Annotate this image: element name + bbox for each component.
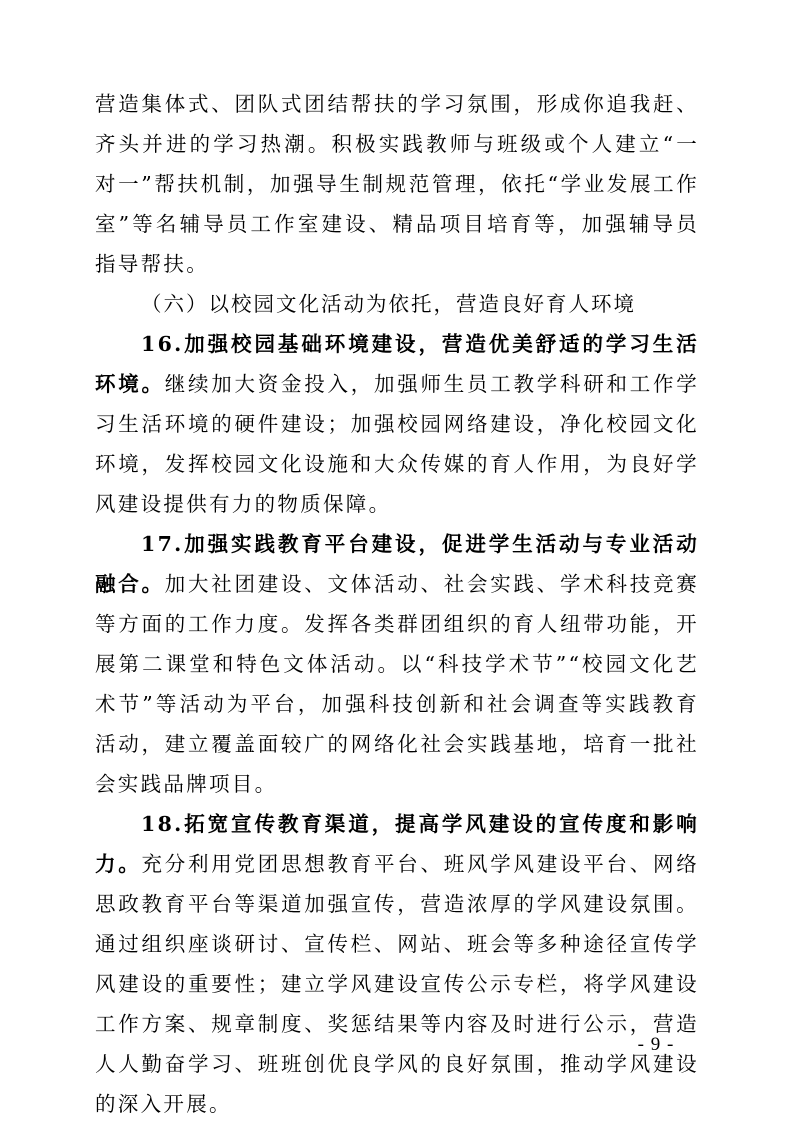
paragraph-continuation — [95, 84, 699, 284]
section-heading-text: （六）以校园文化活动为依托，营造良好育人环境 — [141, 292, 636, 316]
paragraph-item-17 — [95, 524, 699, 804]
item-16-text: 继续加大资金投入，加强师生员工教学科研和工作学习生活环境的硬件建设；加强校园网络建设，净化校园文化环境，发挥校园文化设施和大众传媒的育人作用，为良好学风建设提供有力的物质保障。 — [95, 372, 699, 516]
document-body — [95, 84, 699, 1124]
item-16-heading: 16.加强校园基础环境建设，营造优美舒适的学习生活环境。 — [95, 332, 699, 396]
page-number: - 9 - — [637, 1034, 675, 1055]
item-18-text: 充分利用党团思想教育平台、班风学风建设平台、网络思政教育平台等渠道加强宣传，营造浓厚的学风建设氛围。通过组织座谈研讨、宣传栏、网站、班会等多种途径宣传学风建设的重要性；建立学风建设宣传公示专栏，将学风建设工作方案、规章制度、奖惩结果等内容及时进行公示，营造人人勤奋学习、班班创优良学风的良好氛围，推动学风建设的深入开展。 — [95, 852, 699, 1116]
item-18-heading: 18.拓宽宣传教育渠道，提高学风建设的宣传度和影响力。 — [95, 812, 699, 876]
section-heading-6 — [95, 284, 699, 324]
item-17-heading: 17.加强实践教育平台建设，促进学生活动与专业活动融合。 — [95, 532, 699, 596]
paragraph-text: 营造集体式、团队式团结帮扶的学习氛围，形成你追我赶、齐头并进的学习热潮。积极实践教师与班级或个人建立“一对一”帮扶机制，加强导生制规范管理，依托“学业发展工作室”等名辅导员工作室建设、精品项目培育等，加强辅导员指导帮扶。 — [95, 92, 699, 276]
item-17-text: 加大社团建设、文体活动、社会实践、学术科技竞赛等方面的工作力度。发挥各类群团组织的育人纽带功能，开展第二课堂和特色文体活动。以“科技学术节”“校园文化艺术节”等活动为平台，加强科技创新和社会调查等实践教育活动，建立覆盖面较广的网络化社会实践基地，培育一批社会实践品牌项目。 — [95, 572, 699, 796]
paragraph-item-18 — [95, 804, 699, 1124]
paragraph-item-16 — [95, 324, 699, 524]
